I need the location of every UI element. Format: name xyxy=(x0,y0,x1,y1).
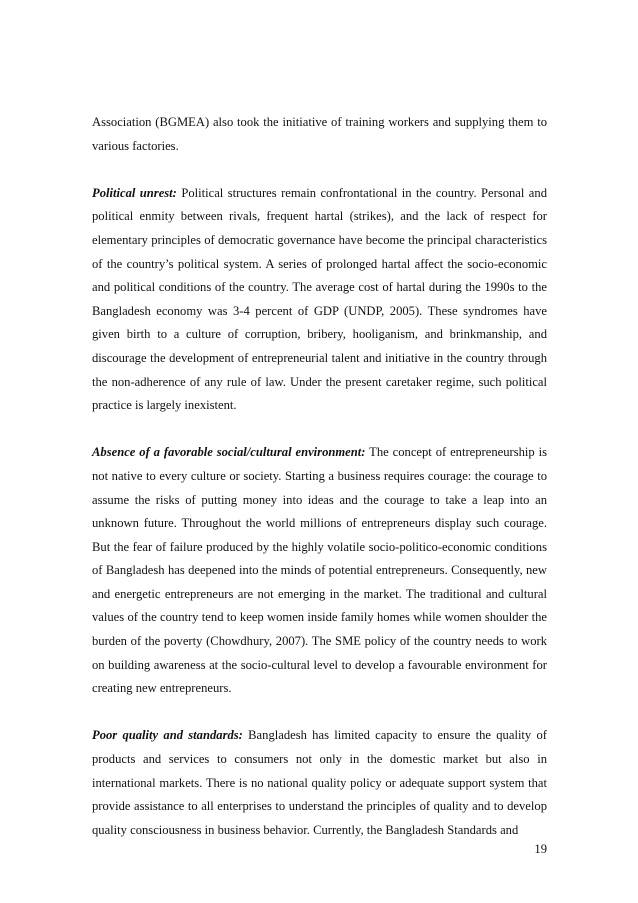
paragraph-social-cultural-environment xyxy=(92,441,547,701)
paragraph-quality-standards xyxy=(92,724,547,842)
paragraph-text: The concept of entrepreneurship is not native to every culture or society. Starting a business requires courage: the courage to assume the risks of putting money into ideas and the courage to take a leap into an unknown future. Throughout the world millions of entrepreneurs display such courage. But the fear of failure produced by the highly volatile socio-politico-economic conditions of Bangladesh has deepened into the minds of potential entrepreneurs. Consequently, new and energetic entrepreneurs are not emerging in the market. The traditional and cultural values of the country tend to keep women inside family homes while women shoulder the burden of the poverty (Chowdhury, 2007). The SME policy of the country needs to work on building awareness at the socio-cultural level to develop a favourable environment for creating new entrepreneurs. xyxy=(92,445,548,696)
paragraph-political-unrest xyxy=(92,182,547,418)
paragraph-bgmea-training xyxy=(92,111,547,158)
body-text xyxy=(92,111,547,842)
paragraph-text: Political structures remain confrontational in the country. Personal and political enmity between rivals, frequent hartal (strikes), and the lack of respect for elementary principles of democratic governance have become the principal characteristics of the country’s political system. A series of prolonged hartal affect the socio-economic and political conditions of the country. The average cost of hartal during the 1990s to the Bangladesh economy was 3-4 percent of GDP (UNDP, 2005). These syndromes have given birth to a culture of corruption, bribery, hooliganism, and brinkmanship, and discourage the development of entrepreneurial talent and initiative in the country through the non-adherence of any rule of law. Under the present caretaker regime, such political practice is largely inexistent. xyxy=(92,185,547,413)
section-heading-political-unrest: Political unrest: xyxy=(92,185,177,200)
paragraph-text: Bangladesh has limited capacity to ensure the quality of products and services to consumers not only in the domestic market but also in international markets. There is no national quality policy or adequate support system that provide assistance to all enterprises to understand the principles of quality and to develop quality consciousness in business behavior. Currently, the Bangladesh Standards and xyxy=(92,728,547,837)
section-heading-social-cultural-environment: Absence of a favorable social/cultural environment: xyxy=(92,445,366,460)
page-number: 19 xyxy=(534,842,547,856)
section-heading-quality-standards: Poor quality and standards: xyxy=(92,728,243,743)
paragraph-text: Association (BGMEA) also took the initiative of training workers and supplying them to various factories. xyxy=(92,115,547,153)
